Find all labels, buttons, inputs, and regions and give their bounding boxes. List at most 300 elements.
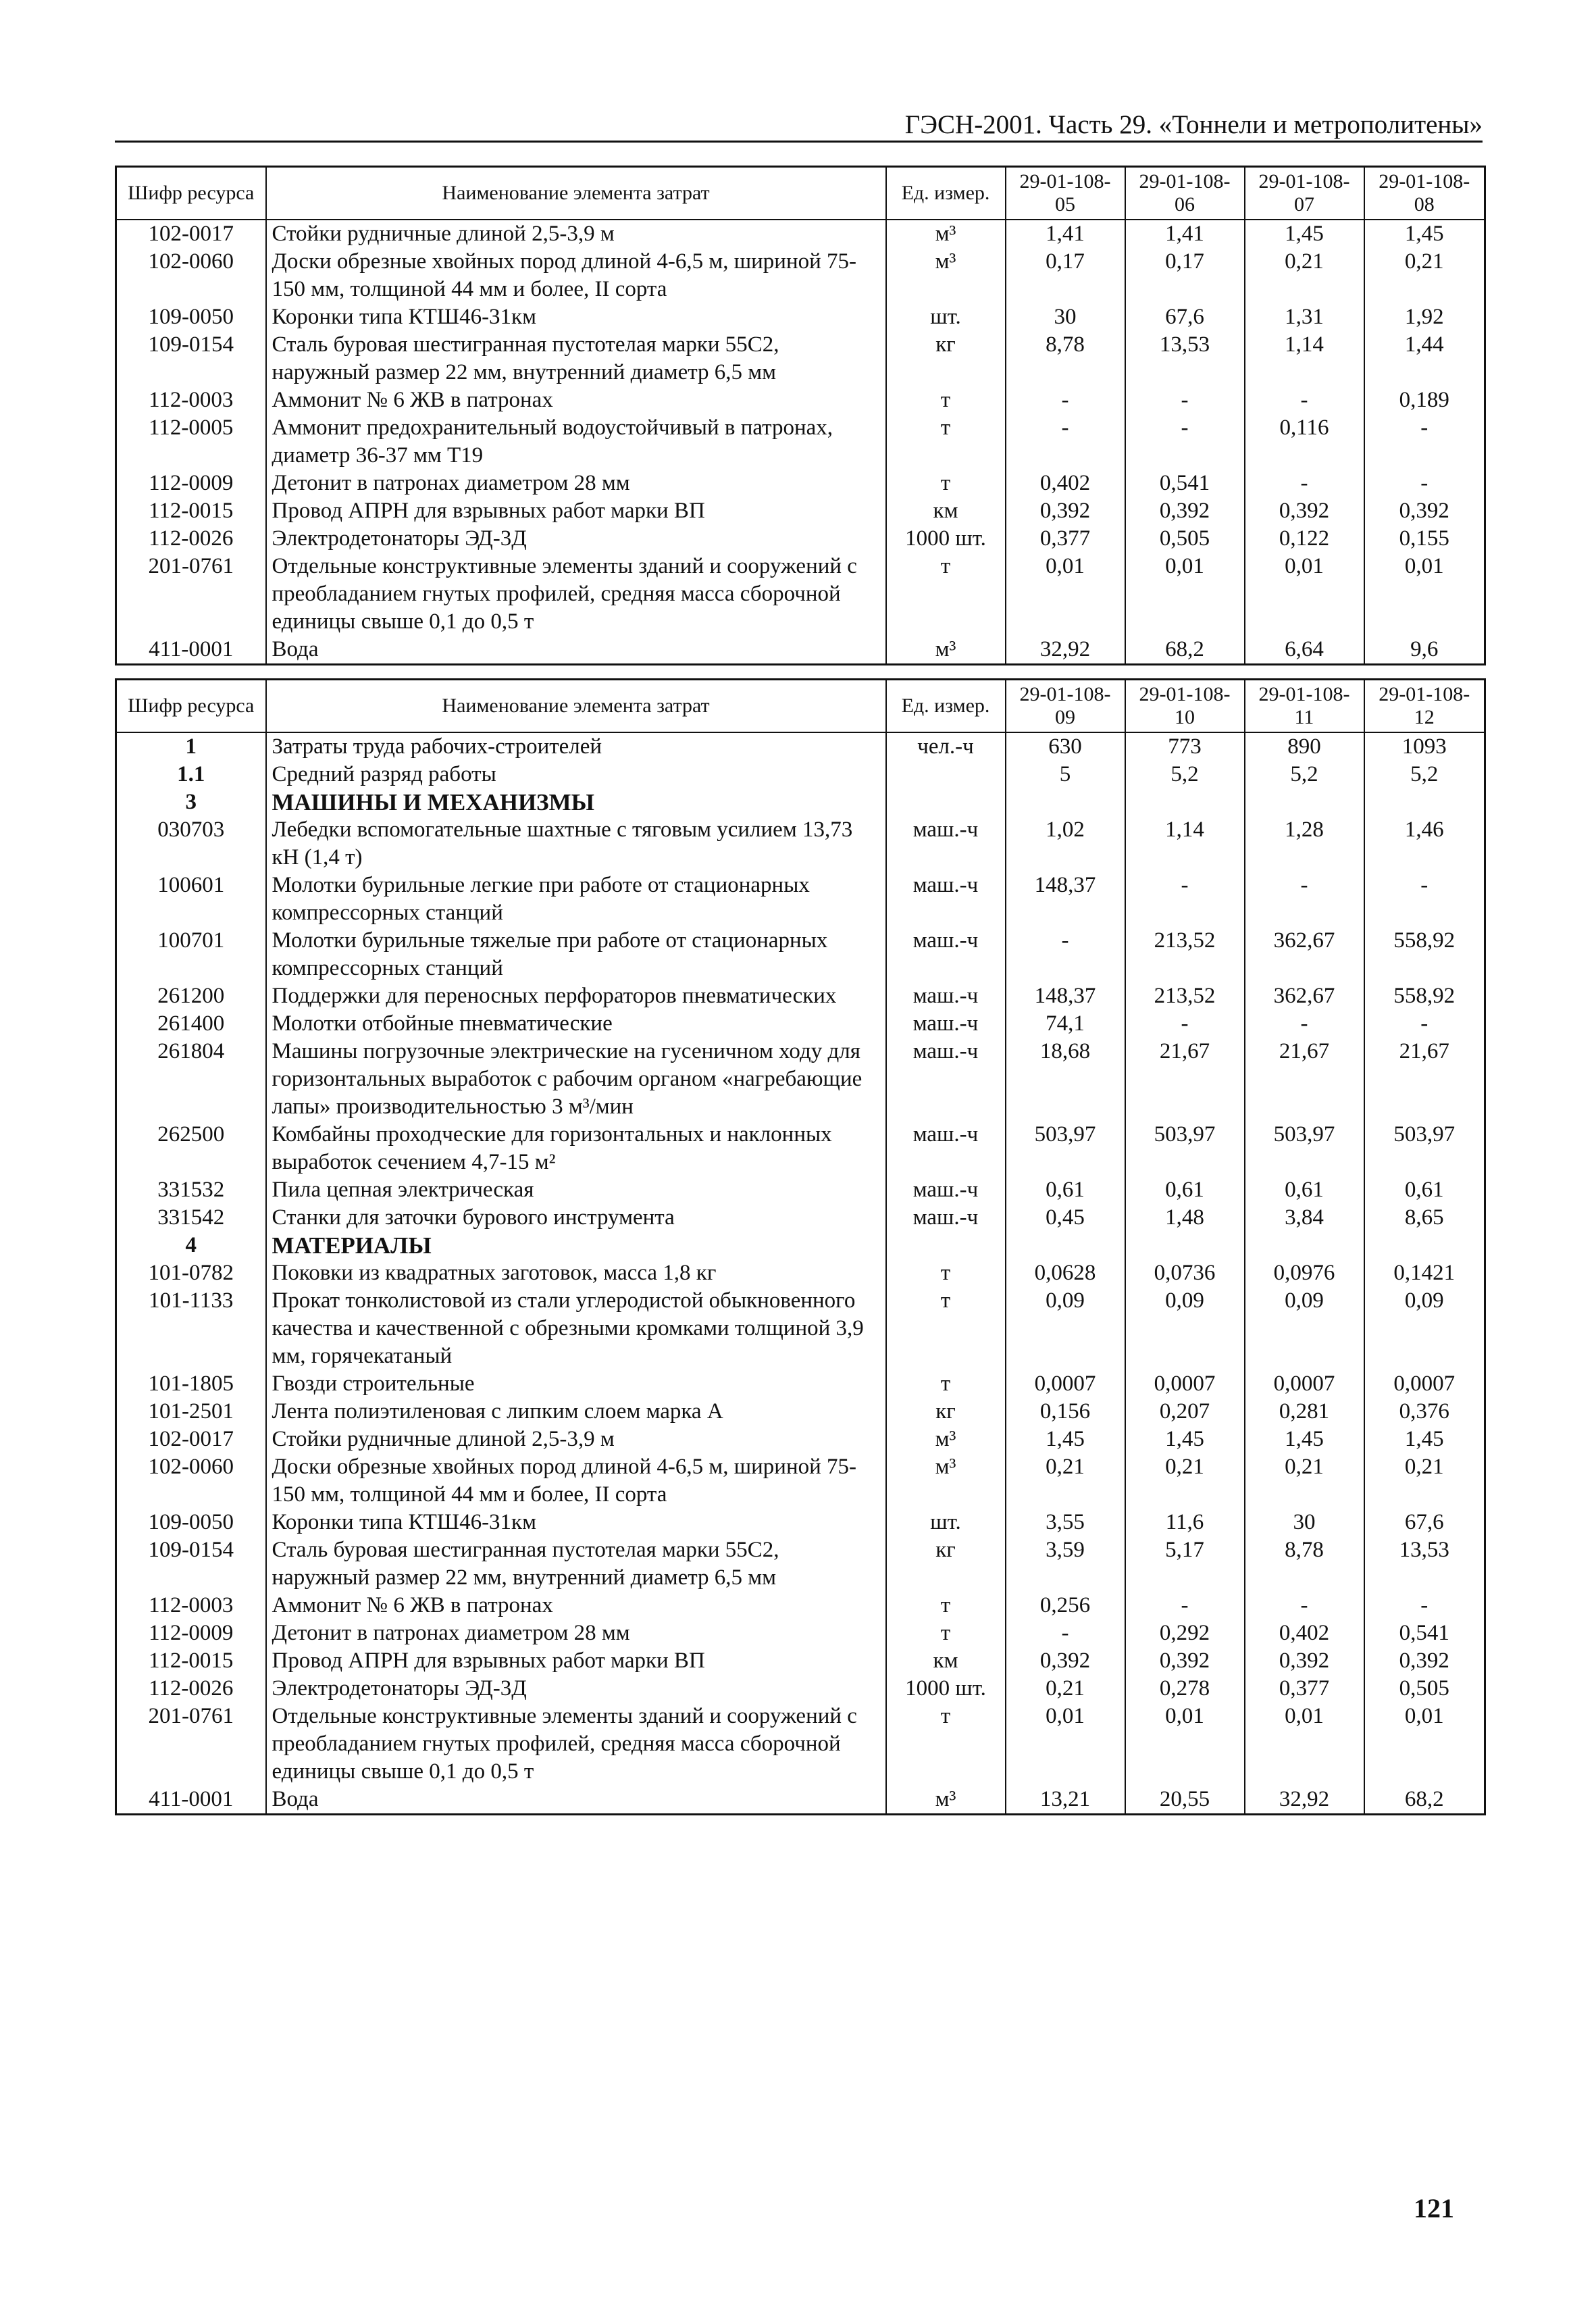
table-row xyxy=(116,1259,1485,1287)
value-cell: 8,78 xyxy=(1245,1536,1364,1592)
table-row xyxy=(116,1592,1485,1619)
unit-cell xyxy=(886,1232,1006,1259)
resource-name-cell: Прокат тонколистовой из стали углеродистой обыкновенного качества и качественной с обрезными кромками толщиной 3,9 мм, горячекатаный xyxy=(266,1287,886,1370)
resource-code-cell: 112-0005 xyxy=(116,414,266,470)
unit-cell: м³ xyxy=(886,1786,1006,1815)
value-cell: 0,01 xyxy=(1125,553,1245,636)
value-cell: 213,52 xyxy=(1125,982,1245,1010)
resource-name-cell: Стойки рудничные длиной 2,5-3,9 м xyxy=(266,1426,886,1453)
resource-code-cell: 411-0001 xyxy=(116,636,266,665)
value-cell xyxy=(1364,788,1485,816)
resource-name-cell: Молотки бурильные тяжелые при работе от стационарных компрессорных станций xyxy=(266,927,886,982)
value-cell: 1,45 xyxy=(1125,1426,1245,1453)
value-cell: 1,41 xyxy=(1006,220,1125,248)
value-cell: - xyxy=(1125,1592,1245,1619)
value-cell: 0,21 xyxy=(1364,1453,1485,1509)
resource-code-cell: 261200 xyxy=(116,982,266,1010)
table-row xyxy=(116,386,1485,414)
header-col: 29-01-108-09 xyxy=(1006,680,1125,733)
table-row xyxy=(116,331,1485,386)
value-cell: 0,376 xyxy=(1364,1398,1485,1426)
value-cell: 362,67 xyxy=(1245,927,1364,982)
value-cell: 0,21 xyxy=(1006,1675,1125,1703)
value-cell: 1,02 xyxy=(1006,816,1125,872)
value-cell: 1,14 xyxy=(1125,816,1245,872)
unit-cell xyxy=(886,788,1006,816)
value-cell: 8,65 xyxy=(1364,1204,1485,1232)
resource-code-cell: 261804 xyxy=(116,1038,266,1121)
header-code: Шифр ресурса xyxy=(116,680,266,733)
value-cell: 0,402 xyxy=(1245,1619,1364,1647)
value-cell: 1,44 xyxy=(1364,331,1485,386)
page-header-title: ГЭСН-2001. Часть 29. «Тоннели и метрополитены» xyxy=(904,110,1483,139)
table-row xyxy=(116,872,1485,927)
value-cell: 32,92 xyxy=(1006,636,1125,665)
resource-name-cell: Сталь буровая шестигранная пустотелая марки 55С2, наружный размер 22 мм, внутренний диаметр 6,5 мм xyxy=(266,331,886,386)
resource-name-cell: Станки для заточки бурового инструмента xyxy=(266,1204,886,1232)
value-cell: 0,17 xyxy=(1125,248,1245,303)
value-cell: 630 xyxy=(1006,732,1125,761)
value-cell: 0,01 xyxy=(1364,1703,1485,1786)
value-cell: 32,92 xyxy=(1245,1786,1364,1815)
resource-code-cell: 102-0017 xyxy=(116,220,266,248)
value-cell: 3,59 xyxy=(1006,1536,1125,1592)
table-header-row xyxy=(116,167,1485,220)
resource-code-cell: 112-0026 xyxy=(116,525,266,553)
table-row xyxy=(116,788,1485,816)
value-cell: 503,97 xyxy=(1125,1121,1245,1176)
value-cell: 1,46 xyxy=(1364,816,1485,872)
value-cell: 1,92 xyxy=(1364,303,1485,331)
resource-name-cell: Поддержки для переносных перфораторов пневматических xyxy=(266,982,886,1010)
table-row xyxy=(116,1010,1485,1038)
resource-name-cell: Вода xyxy=(266,636,886,665)
value-cell xyxy=(1245,1232,1364,1259)
resource-code-cell: 201-0761 xyxy=(116,553,266,636)
table-header-row xyxy=(116,680,1485,733)
value-cell: 6,64 xyxy=(1245,636,1364,665)
unit-cell: м³ xyxy=(886,220,1006,248)
resource-table-1 xyxy=(115,166,1486,665)
table-row xyxy=(116,303,1485,331)
unit-cell: маш.-ч xyxy=(886,872,1006,927)
value-cell: 0,0976 xyxy=(1245,1259,1364,1287)
value-cell: 0,392 xyxy=(1364,497,1485,525)
table-row xyxy=(116,1453,1485,1509)
resource-code-cell: 112-0026 xyxy=(116,1675,266,1703)
resource-name-cell: Пила цепная электрическая xyxy=(266,1176,886,1204)
resource-name-cell: Молотки отбойные пневматические xyxy=(266,1010,886,1038)
value-cell: 11,6 xyxy=(1125,1509,1245,1536)
value-cell: 0,377 xyxy=(1245,1675,1364,1703)
value-cell: 558,92 xyxy=(1364,982,1485,1010)
unit-cell xyxy=(886,761,1006,788)
unit-cell: шт. xyxy=(886,303,1006,331)
value-cell xyxy=(1006,1232,1125,1259)
value-cell: 18,68 xyxy=(1006,1038,1125,1121)
resource-name-cell: Стойки рудничные длиной 2,5-3,9 м xyxy=(266,220,886,248)
unit-cell: т xyxy=(886,386,1006,414)
unit-cell: маш.-ч xyxy=(886,1121,1006,1176)
value-cell: 67,6 xyxy=(1364,1509,1485,1536)
resource-code-cell: 261400 xyxy=(116,1010,266,1038)
header-col: 29-01-108-12 xyxy=(1364,680,1485,733)
resource-name-cell: Доски обрезные хвойных пород длиной 4-6,5 м, шириной 75-150 мм, толщиной 44 мм и более, II сорта xyxy=(266,1453,886,1509)
value-cell: 503,97 xyxy=(1006,1121,1125,1176)
resource-code-cell: 112-0015 xyxy=(116,497,266,525)
value-cell: 1,45 xyxy=(1364,1426,1485,1453)
value-cell xyxy=(1125,788,1245,816)
table-row xyxy=(116,1675,1485,1703)
resource-code-cell: 112-0009 xyxy=(116,1619,266,1647)
value-cell: 0,122 xyxy=(1245,525,1364,553)
value-cell: - xyxy=(1006,927,1125,982)
value-cell: - xyxy=(1125,414,1245,470)
value-cell: 0,17 xyxy=(1006,248,1125,303)
unit-cell: чел.-ч xyxy=(886,732,1006,761)
value-cell: 0,01 xyxy=(1006,553,1125,636)
resource-name-cell: Аммонит предохранительный водоустойчивый в патронах, диаметр 36-37 мм Т19 xyxy=(266,414,886,470)
value-cell: 74,1 xyxy=(1006,1010,1125,1038)
value-cell: 148,37 xyxy=(1006,872,1125,927)
value-cell: 0,01 xyxy=(1245,1703,1364,1786)
value-cell: 0,155 xyxy=(1364,525,1485,553)
resource-name-cell: Машины погрузочные электрические на гусеничном ходу для горизонтальных выработок с рабочим органом «нагребающие лапы» производительностью 3 м³/мин xyxy=(266,1038,886,1121)
resource-code-cell: 102-0017 xyxy=(116,1426,266,1453)
value-cell: 0,256 xyxy=(1006,1592,1125,1619)
resource-name-cell: Детонит в патронах диаметром 28 мм xyxy=(266,470,886,497)
value-cell: 503,97 xyxy=(1245,1121,1364,1176)
value-cell: - xyxy=(1364,414,1485,470)
header-col: 29-01-108-08 xyxy=(1364,167,1485,220)
header-col: 29-01-108-11 xyxy=(1245,680,1364,733)
unit-cell: т xyxy=(886,1370,1006,1398)
table-row xyxy=(116,1121,1485,1176)
header-col: 29-01-108-05 xyxy=(1006,167,1125,220)
value-cell: - xyxy=(1125,1010,1245,1038)
table-row xyxy=(116,761,1485,788)
unit-cell: маш.-ч xyxy=(886,1204,1006,1232)
value-cell: 0,0007 xyxy=(1245,1370,1364,1398)
unit-cell: м³ xyxy=(886,636,1006,665)
resource-code-cell: 1.1 xyxy=(116,761,266,788)
value-cell: 0,541 xyxy=(1125,470,1245,497)
value-cell: 1,14 xyxy=(1245,331,1364,386)
value-cell: 21,67 xyxy=(1364,1038,1485,1121)
unit-cell: шт. xyxy=(886,1509,1006,1536)
resource-name-cell: МАТЕРИАЛЫ xyxy=(266,1232,886,1259)
page-number: 121 xyxy=(1414,2193,1454,2223)
value-cell: 13,21 xyxy=(1006,1786,1125,1815)
table-row xyxy=(116,636,1485,665)
header-name: Наименование элемента затрат xyxy=(266,167,886,220)
value-cell: 0,0736 xyxy=(1125,1259,1245,1287)
value-cell: 362,67 xyxy=(1245,982,1364,1010)
value-cell: 0,01 xyxy=(1006,1703,1125,1786)
resource-name-cell: Аммонит № 6 ЖВ в патронах xyxy=(266,1592,886,1619)
resource-code-cell: 201-0761 xyxy=(116,1703,266,1786)
value-cell: 503,97 xyxy=(1364,1121,1485,1176)
value-cell: 0,207 xyxy=(1125,1398,1245,1426)
unit-cell: т xyxy=(886,1619,1006,1647)
header-col: 29-01-108-06 xyxy=(1125,167,1245,220)
value-cell: 0,505 xyxy=(1364,1675,1485,1703)
value-cell: 0,292 xyxy=(1125,1619,1245,1647)
value-cell: 0,377 xyxy=(1006,525,1125,553)
value-cell: 0,21 xyxy=(1245,1453,1364,1509)
value-cell: - xyxy=(1125,872,1245,927)
value-cell: 0,392 xyxy=(1125,1647,1245,1675)
resource-code-cell: 112-0015 xyxy=(116,1647,266,1675)
table-row xyxy=(116,816,1485,872)
table-row xyxy=(116,525,1485,553)
resource-code-cell: 331532 xyxy=(116,1176,266,1204)
value-cell: 0,189 xyxy=(1364,386,1485,414)
header-name: Наименование элемента затрат xyxy=(266,680,886,733)
value-cell: 1,45 xyxy=(1245,1426,1364,1453)
resource-code-cell: 102-0060 xyxy=(116,1453,266,1509)
value-cell: 0,45 xyxy=(1006,1204,1125,1232)
value-cell: 0,61 xyxy=(1364,1176,1485,1204)
value-cell: 20,55 xyxy=(1125,1786,1245,1815)
resource-name-cell: Отдельные конструктивные элементы зданий и сооружений с преобладанием гнутых профилей, средняя масса сборочной единицы свыше 0,1 до 0,5 т xyxy=(266,553,886,636)
table-row xyxy=(116,1536,1485,1592)
resource-code-cell: 109-0050 xyxy=(116,303,266,331)
resource-name-cell: Комбайны проходческие для горизонтальных и наклонных выработок сечением 4,7-15 м² xyxy=(266,1121,886,1176)
value-cell: 1,31 xyxy=(1245,303,1364,331)
unit-cell: кг xyxy=(886,1536,1006,1592)
value-cell xyxy=(1364,1232,1485,1259)
value-cell: - xyxy=(1006,414,1125,470)
unit-cell: маш.-ч xyxy=(886,982,1006,1010)
value-cell: - xyxy=(1245,1010,1364,1038)
resource-code-cell: 112-0003 xyxy=(116,386,266,414)
table-row xyxy=(116,1509,1485,1536)
unit-cell: маш.-ч xyxy=(886,1176,1006,1204)
header-col: 29-01-108-10 xyxy=(1125,680,1245,733)
value-cell: - xyxy=(1364,1010,1485,1038)
header-rule xyxy=(115,141,1483,143)
table-row xyxy=(116,220,1485,248)
table-row xyxy=(116,927,1485,982)
table-row xyxy=(116,1204,1485,1232)
value-cell: 30 xyxy=(1245,1509,1364,1536)
value-cell xyxy=(1245,788,1364,816)
resource-name-cell: Коронки типа КТШ46-31км xyxy=(266,303,886,331)
unit-cell: м³ xyxy=(886,248,1006,303)
resource-name-cell: МАШИНЫ И МЕХАНИЗМЫ xyxy=(266,788,886,816)
value-cell: 21,67 xyxy=(1245,1038,1364,1121)
unit-cell: кг xyxy=(886,1398,1006,1426)
value-cell: 0,1421 xyxy=(1364,1259,1485,1287)
unit-cell: т xyxy=(886,1703,1006,1786)
value-cell: 1,45 xyxy=(1006,1426,1125,1453)
resource-code-cell: 3 xyxy=(116,788,266,816)
resource-name-cell: Лента полиэтиленовая с липким слоем марка А xyxy=(266,1398,886,1426)
value-cell: 5,2 xyxy=(1125,761,1245,788)
unit-cell: т xyxy=(886,1592,1006,1619)
resource-name-cell: Гвозди строительные xyxy=(266,1370,886,1398)
resource-name-cell: Коронки типа КТШ46-31км xyxy=(266,1509,886,1536)
resource-code-cell: 101-1805 xyxy=(116,1370,266,1398)
value-cell: 0,61 xyxy=(1006,1176,1125,1204)
value-cell: 0,21 xyxy=(1245,248,1364,303)
resource-name-cell: Сталь буровая шестигранная пустотелая марки 55С2, наружный размер 22 мм, внутренний диаметр 6,5 мм xyxy=(266,1536,886,1592)
resource-code-cell: 100701 xyxy=(116,927,266,982)
unit-cell: км xyxy=(886,1647,1006,1675)
value-cell: - xyxy=(1364,872,1485,927)
value-cell: 8,78 xyxy=(1006,331,1125,386)
value-cell: 21,67 xyxy=(1125,1038,1245,1121)
resource-name-cell: Лебедки вспомогательные шахтные с тяговым усилием 13,73 кН (1,4 т) xyxy=(266,816,886,872)
unit-cell: маш.-ч xyxy=(886,816,1006,872)
value-cell: 0,281 xyxy=(1245,1398,1364,1426)
resource-name-cell: Детонит в патронах диаметром 28 мм xyxy=(266,1619,886,1647)
unit-cell: маш.-ч xyxy=(886,927,1006,982)
unit-cell: т xyxy=(886,470,1006,497)
table-row xyxy=(116,1703,1485,1786)
unit-cell: 1000 шт. xyxy=(886,525,1006,553)
table-row xyxy=(116,248,1485,303)
resource-name-cell: Доски обрезные хвойных пород длиной 4-6,5 м, шириной 75-150 мм, толщиной 44 мм и более, II сорта xyxy=(266,248,886,303)
value-cell: 13,53 xyxy=(1125,331,1245,386)
value-cell: 3,84 xyxy=(1245,1204,1364,1232)
value-cell: 0,541 xyxy=(1364,1619,1485,1647)
table-row xyxy=(116,470,1485,497)
table-row xyxy=(116,497,1485,525)
table-row xyxy=(116,553,1485,636)
unit-cell: 1000 шт. xyxy=(886,1675,1006,1703)
value-cell: 5,2 xyxy=(1364,761,1485,788)
value-cell: 9,6 xyxy=(1364,636,1485,665)
value-cell: 0,21 xyxy=(1125,1453,1245,1509)
value-cell: 5,2 xyxy=(1245,761,1364,788)
unit-cell: т xyxy=(886,414,1006,470)
unit-cell: кг xyxy=(886,331,1006,386)
resource-code-cell: 101-2501 xyxy=(116,1398,266,1426)
value-cell: 0,392 xyxy=(1125,497,1245,525)
value-cell: 1,48 xyxy=(1125,1204,1245,1232)
value-cell: 0,01 xyxy=(1125,1703,1245,1786)
value-cell: - xyxy=(1245,386,1364,414)
resource-code-cell: 331542 xyxy=(116,1204,266,1232)
value-cell: 0,392 xyxy=(1006,1647,1125,1675)
value-cell: 0,21 xyxy=(1006,1453,1125,1509)
table-row xyxy=(116,1370,1485,1398)
resource-code-cell: 101-1133 xyxy=(116,1287,266,1370)
value-cell: - xyxy=(1125,386,1245,414)
value-cell xyxy=(1006,788,1125,816)
resource-code-cell: 1 xyxy=(116,732,266,761)
value-cell: 890 xyxy=(1245,732,1364,761)
value-cell: 0,392 xyxy=(1245,497,1364,525)
value-cell: 0,21 xyxy=(1364,248,1485,303)
value-cell: 0,09 xyxy=(1125,1287,1245,1370)
table-row xyxy=(116,1287,1485,1370)
value-cell: 0,392 xyxy=(1364,1647,1485,1675)
value-cell: 1,45 xyxy=(1364,220,1485,248)
table-row xyxy=(116,732,1485,761)
resource-name-cell: Средний разряд работы xyxy=(266,761,886,788)
value-cell: - xyxy=(1245,470,1364,497)
resource-name-cell: Вода xyxy=(266,1786,886,1815)
value-cell: 0,116 xyxy=(1245,414,1364,470)
value-cell: 0,392 xyxy=(1245,1647,1364,1675)
value-cell: 68,2 xyxy=(1125,636,1245,665)
value-cell: - xyxy=(1006,386,1125,414)
header-unit: Ед. измер. xyxy=(886,680,1006,733)
value-cell: 0,09 xyxy=(1364,1287,1485,1370)
value-cell: 0,01 xyxy=(1245,553,1364,636)
value-cell: 0,61 xyxy=(1245,1176,1364,1204)
unit-cell: т xyxy=(886,553,1006,636)
unit-cell: м³ xyxy=(886,1426,1006,1453)
resource-code-cell: 109-0154 xyxy=(116,331,266,386)
resource-code-cell: 112-0003 xyxy=(116,1592,266,1619)
value-cell: 1,41 xyxy=(1125,220,1245,248)
header-col: 29-01-108-07 xyxy=(1245,167,1364,220)
value-cell: 67,6 xyxy=(1125,303,1245,331)
value-cell: 5,17 xyxy=(1125,1536,1245,1592)
table-row xyxy=(116,1786,1485,1815)
unit-cell: т xyxy=(886,1287,1006,1370)
table-row xyxy=(116,1398,1485,1426)
value-cell: 148,37 xyxy=(1006,982,1125,1010)
resource-name-cell: Молотки бурильные легкие при работе от стационарных компрессорных станций xyxy=(266,872,886,927)
value-cell: 0,09 xyxy=(1245,1287,1364,1370)
resource-code-cell: 030703 xyxy=(116,816,266,872)
value-cell: 68,2 xyxy=(1364,1786,1485,1815)
value-cell: 0,01 xyxy=(1364,553,1485,636)
value-cell: - xyxy=(1245,1592,1364,1619)
table-row xyxy=(116,1232,1485,1259)
value-cell: 0,505 xyxy=(1125,525,1245,553)
value-cell: - xyxy=(1006,1619,1125,1647)
unit-cell: км xyxy=(886,497,1006,525)
value-cell: 1093 xyxy=(1364,732,1485,761)
resource-name-cell: Провод АПРН для взрывных работ марки ВП xyxy=(266,1647,886,1675)
resource-code-cell: 262500 xyxy=(116,1121,266,1176)
resource-code-cell: 109-0154 xyxy=(116,1536,266,1592)
value-cell: 0,0007 xyxy=(1364,1370,1485,1398)
resource-name-cell: Электродетонаторы ЭД-3Д xyxy=(266,1675,886,1703)
table-row xyxy=(116,1038,1485,1121)
value-cell: 558,92 xyxy=(1364,927,1485,982)
value-cell: 0,156 xyxy=(1006,1398,1125,1426)
value-cell: 0,0628 xyxy=(1006,1259,1125,1287)
value-cell: 1,45 xyxy=(1245,220,1364,248)
value-cell: 13,53 xyxy=(1364,1536,1485,1592)
resource-code-cell: 100601 xyxy=(116,872,266,927)
value-cell: - xyxy=(1245,872,1364,927)
table-row xyxy=(116,1619,1485,1647)
value-cell: - xyxy=(1364,470,1485,497)
value-cell: 213,52 xyxy=(1125,927,1245,982)
table-row xyxy=(116,982,1485,1010)
table-row xyxy=(116,1426,1485,1453)
value-cell: 0,392 xyxy=(1006,497,1125,525)
table-row xyxy=(116,414,1485,470)
unit-cell: м³ xyxy=(886,1453,1006,1509)
value-cell: 0,0007 xyxy=(1006,1370,1125,1398)
resource-name-cell: Аммонит № 6 ЖВ в патронах xyxy=(266,386,886,414)
resource-code-cell: 411-0001 xyxy=(116,1786,266,1815)
resource-code-cell: 4 xyxy=(116,1232,266,1259)
resource-code-cell: 101-0782 xyxy=(116,1259,266,1287)
table-row xyxy=(116,1176,1485,1204)
value-cell xyxy=(1125,1232,1245,1259)
value-cell: - xyxy=(1364,1592,1485,1619)
